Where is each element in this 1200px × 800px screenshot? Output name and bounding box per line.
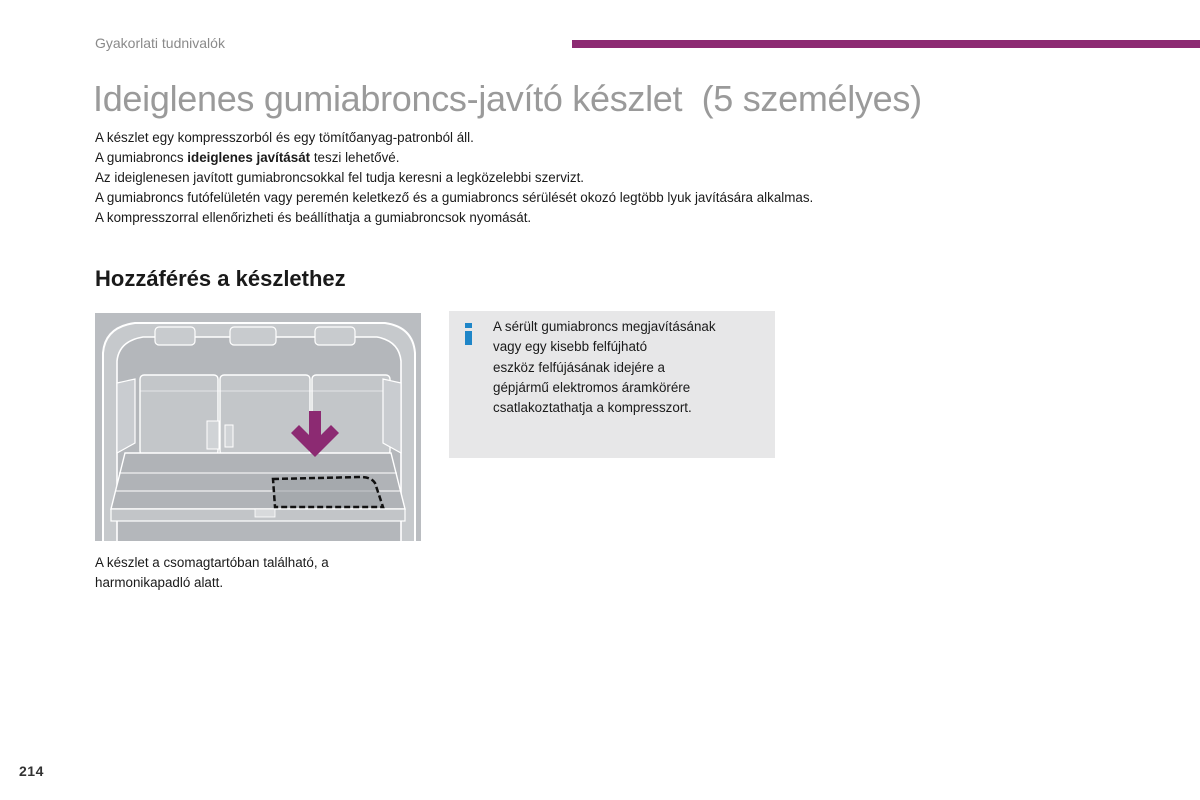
header-accent-bar <box>572 40 1200 48</box>
info-text <box>493 317 763 418</box>
intro-line-start: A gumiabroncs <box>95 150 188 165</box>
page-number: 214 <box>19 763 44 779</box>
page-title: Ideiglenes gumiabroncs-javító készlet (5 személyes) <box>93 78 922 119</box>
intro-line: A gumiabroncs futófelületén vagy peremén keletkező és a gumiabroncs sérülését okozó legtöbb lyuk javítására alkalmas. <box>95 190 814 205</box>
section-heading: Hozzáférés a készlethez <box>95 266 346 291</box>
intro-text <box>95 128 995 228</box>
info-line: csatlakoztathatja a kompresszort. <box>493 400 692 416</box>
info-line: A sérült gumiabroncs megjavításának <box>493 319 716 334</box>
info-line: vagy egy kisebb felfújható <box>493 339 648 355</box>
info-line: gépjármű elektromos áramkörére <box>493 379 691 395</box>
info-box <box>449 311 775 458</box>
intro-line-emphasis: ideiglenes javítását <box>187 150 311 165</box>
intro-line-end: teszi lehetővé. <box>310 150 400 165</box>
info-line: eszköz felfújásának idejére a <box>493 359 665 375</box>
info-icon <box>465 323 473 345</box>
trunk-illustration <box>95 313 421 541</box>
intro-line: A készlet egy kompresszorból és egy tömítőanyag-patronból áll. <box>95 130 474 145</box>
intro-line <box>95 148 995 168</box>
intro-line: A kompresszorral ellenőrizheti és beállíthatja a gumiabroncsok nyomását. <box>95 210 532 225</box>
section-label: Gyakorlati tudnivalók <box>95 35 225 51</box>
figure-caption: A készlet a csomagtartóban található, a harmonikapadló alatt. <box>95 555 329 590</box>
intro-line: Az ideiglenesen javított gumiabroncsokkal fel tudja keresni a legközelebbi szervizt. <box>95 170 585 185</box>
